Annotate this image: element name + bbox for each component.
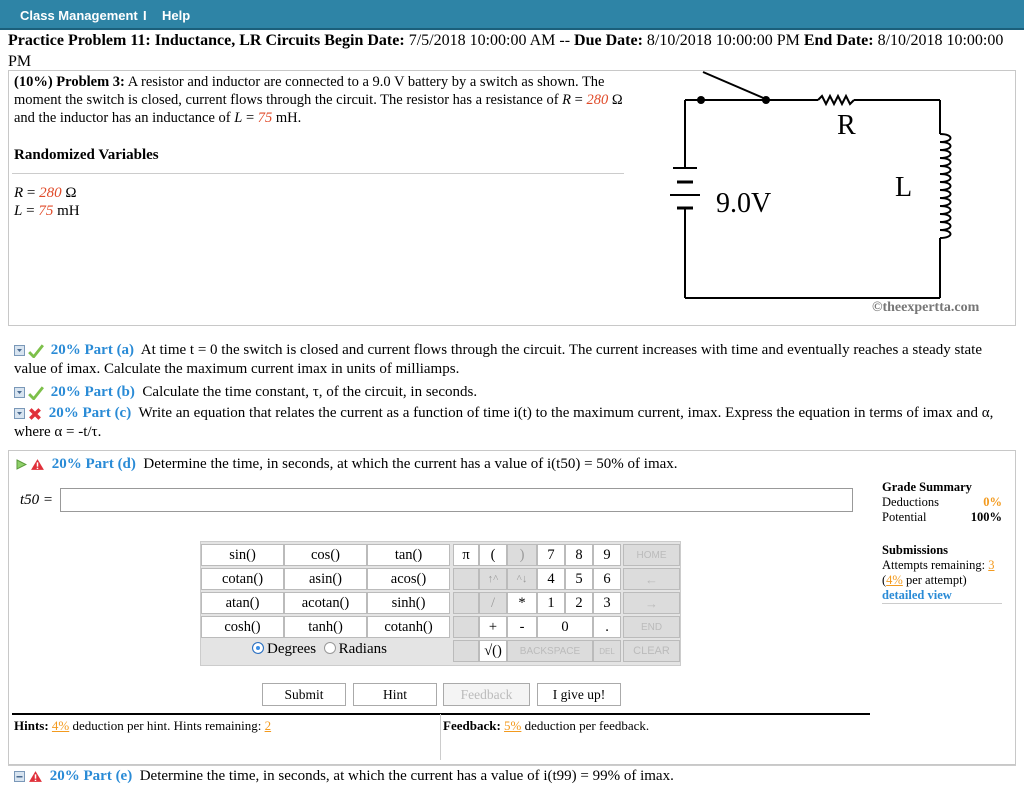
top-nav-bar (0, 0, 1024, 30)
part-d-label[interactable]: 20% Part (d) (51, 456, 136, 472)
digit-0-key[interactable]: 0 (537, 616, 593, 638)
feedback-info: Feedback: 5% deduction per feedback. (443, 718, 650, 733)
cotanh-key[interactable]: cotanh() (367, 616, 450, 638)
sin-key[interactable]: sin() (201, 544, 284, 566)
attempts-remaining: 3 (988, 558, 995, 572)
digit-3-key[interactable]: 3 (593, 592, 621, 614)
play-icon[interactable] (16, 459, 27, 470)
feedback-button[interactable]: Feedback (443, 683, 530, 706)
divider (8, 765, 1016, 766)
divider (12, 713, 870, 715)
inductor-coil (940, 134, 951, 238)
nav-separator: I (143, 8, 147, 23)
potential-value: 100% (970, 510, 1002, 524)
digit-6-key[interactable]: 6 (593, 568, 621, 590)
battery-label: 9.0V (716, 188, 772, 219)
warning-icon (30, 458, 45, 471)
right-paren-key[interactable]: ) (507, 544, 537, 566)
help-link[interactable]: Help (162, 8, 191, 23)
sqrt-key[interactable]: √() (479, 640, 507, 662)
switch-lever (703, 72, 768, 100)
watermark: ©theexpertta.com (872, 300, 980, 315)
decimal-key[interactable]: . (593, 616, 621, 638)
left-arrow-key[interactable]: ← (623, 568, 680, 590)
end-key[interactable]: END (623, 616, 680, 638)
digit-7-key[interactable]: 7 (537, 544, 565, 566)
x-icon (28, 407, 42, 421)
expand-icon[interactable] (14, 345, 25, 356)
divider (440, 714, 441, 760)
hint-button[interactable]: Hint (353, 683, 437, 706)
blank-key (453, 592, 479, 614)
clear-key[interactable]: CLEAR (623, 640, 680, 662)
check-icon (28, 344, 44, 358)
randomized-variables-values: R = 280 Ω L = 75 mH (14, 185, 80, 219)
multiply-key[interactable]: * (507, 592, 537, 614)
degrees-radio[interactable] (252, 642, 264, 654)
page-title: Practice Problem 11: Inductance, LR Circuits Begin Date: 7/5/2018 10:00:00 AM -- Due Date: 8/10/2018 10:00:00 PM End Date: 8/10/2018 10:00:00 PM (8, 32, 1004, 70)
detailed-view-link[interactable]: detailed view (882, 588, 1002, 604)
answer-input[interactable] (60, 488, 853, 512)
problem-text: (10%) Problem 3: A resistor and inductor are connected to a 9.0 V battery by a switch as shown. The moment the switch is closed, current flows through the circuit. The resistor has a resistance of R = 280 Ω and the inductor has an inductance of L = 75 mH. (14, 74, 623, 126)
deductions-value: 0% (983, 495, 1002, 509)
tan-key[interactable]: tan() (367, 544, 450, 566)
tanh-key[interactable]: tanh() (284, 616, 367, 638)
grade-summary-title: Grade Summary (882, 480, 972, 494)
digit-8-key[interactable]: 8 (565, 544, 593, 566)
circuit-diagram (640, 70, 980, 305)
expand-icon[interactable] (14, 387, 25, 398)
inductor-label: L (895, 172, 913, 203)
blank-key (453, 616, 479, 638)
pi-key[interactable]: π (453, 544, 479, 566)
acotan-key[interactable]: acotan() (284, 592, 367, 614)
divide-key[interactable]: / (479, 592, 507, 614)
warning-icon (28, 770, 43, 783)
home-key[interactable]: HOME (623, 544, 680, 566)
grade-summary: Grade Summary Deductions 0% Potential 100% Submissions Attempts remaining: 3 (4% per attempt) detailed view (882, 480, 1002, 602)
submissions-title: Submissions (882, 543, 949, 557)
cosh-key[interactable]: cosh() (201, 616, 284, 638)
up-arrow-key[interactable]: ↑^ (479, 568, 507, 590)
blank-key (453, 640, 479, 662)
resistor-label: R (837, 110, 856, 141)
digit-1-key[interactable]: 1 (537, 592, 565, 614)
part-d: 20% Part (d) Determine the time, in seconds, at which the current has a value of i(t50) = 50% of imax. (16, 455, 1006, 474)
down-arrow-key[interactable]: ^↓ (507, 568, 537, 590)
part-e: 20% Part (e) Determine the time, in seconds, at which the current has a value of i(t99) = 99% of imax. (14, 767, 1014, 786)
submit-button[interactable]: Submit (262, 683, 346, 706)
digit-9-key[interactable]: 9 (593, 544, 621, 566)
randomized-variables-title: Randomized Variables (14, 147, 159, 163)
part-c-label[interactable]: 20% Part (c) (48, 405, 132, 421)
backspace-key[interactable]: BACKSPACE (507, 640, 593, 662)
atan-key[interactable]: atan() (201, 592, 284, 614)
radians-radio[interactable] (324, 642, 336, 654)
hints-info: Hints: 4% deduction per hint. Hints remaining: 2 (14, 718, 272, 733)
sinh-key[interactable]: sinh() (367, 592, 450, 614)
minus-key[interactable]: - (507, 616, 537, 638)
cotan-key[interactable]: cotan() (201, 568, 284, 590)
class-management-link[interactable]: Class Management (20, 8, 138, 23)
part-a: 20% Part (a) At time t = 0 the switch is closed and current flows through the circuit. The current increases with time and eventually reaches a steady state value of imax. Calculate the maximum current imax in units of milliamps. (14, 342, 982, 377)
part-a-label[interactable]: 20% Part (a) (50, 342, 135, 358)
left-paren-key[interactable]: ( (479, 544, 507, 566)
digit-2-key[interactable]: 2 (565, 592, 593, 614)
resistor-symbol (818, 96, 854, 104)
divider (12, 173, 624, 174)
give-up-button[interactable]: I give up! (537, 683, 621, 706)
del-key[interactable]: DEL (593, 640, 621, 662)
collapse-icon[interactable] (14, 771, 25, 782)
acos-key[interactable]: acos() (367, 568, 450, 590)
part-b: 20% Part (b) Calculate the time constant, τ, of the circuit, in seconds. (14, 383, 1014, 402)
cos-key[interactable]: cos() (284, 544, 367, 566)
asin-key[interactable]: asin() (284, 568, 367, 590)
part-e-label[interactable]: 20% Part (e) (49, 768, 133, 784)
blank-key (453, 568, 479, 590)
plus-key[interactable]: + (479, 616, 507, 638)
digit-5-key[interactable]: 5 (565, 568, 593, 590)
answer-label: t50 = (20, 492, 54, 508)
part-b-label[interactable]: 20% Part (b) (50, 384, 135, 400)
expand-icon[interactable] (14, 408, 25, 419)
part-c: 20% Part (c) Write an equation that relates the current as a function of time i(t) to the maximum current, imax. Express the equation in terms of imax and α, where α = -t/τ. (14, 405, 994, 440)
check-icon (28, 386, 44, 400)
angle-mode-selector: Degrees Radians (252, 641, 387, 658)
digit-4-key[interactable]: 4 (537, 568, 565, 590)
right-arrow-key[interactable]: → (623, 592, 680, 614)
